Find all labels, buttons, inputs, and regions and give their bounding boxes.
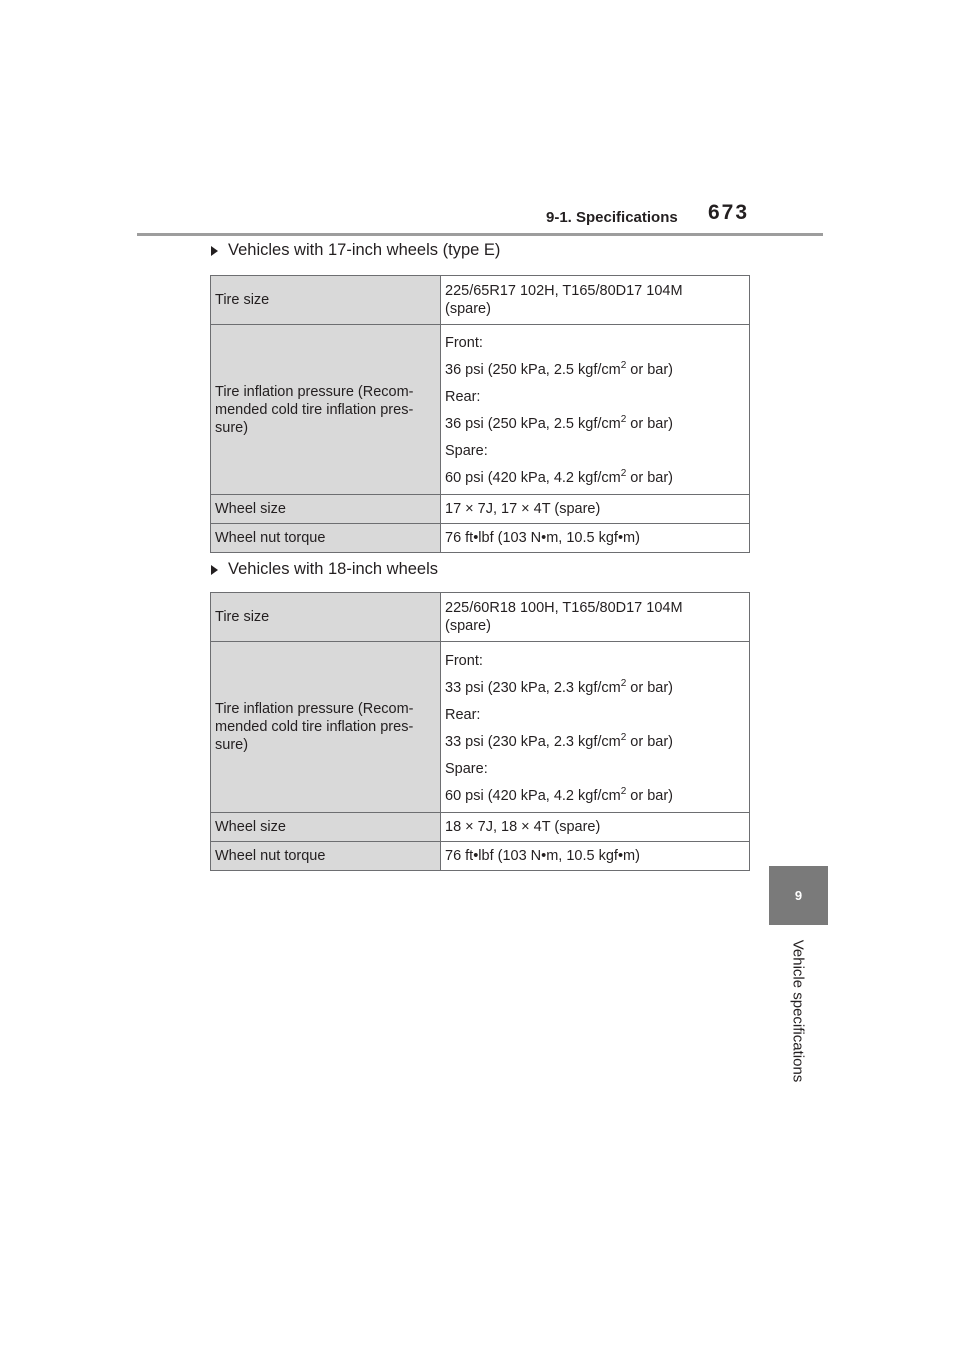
table-row	[211, 325, 750, 495]
table-row	[211, 593, 750, 642]
spare-value: 60 psi (420 kPa, 4.2 kgf/$cm^2$ or bar)	[445, 468, 674, 486]
spec-table-18-inch	[210, 592, 750, 871]
rear-value: 36 psi (250 kPa, 2.5 kgf/$cm^2$ or bar)	[445, 414, 674, 432]
triangle-bullet-icon	[211, 246, 218, 256]
wheel-size-label: Wheel size	[211, 495, 441, 524]
table-row	[211, 495, 750, 524]
chapter-number: 9	[794, 888, 803, 903]
spare-label: Spare:	[445, 443, 488, 459]
pressure-label	[211, 325, 441, 495]
pressure-label-line: Tire inflation pressure (Recom-	[215, 383, 414, 400]
section-heading-18-inch	[211, 560, 438, 579]
pressure-value	[441, 325, 750, 495]
table-row	[211, 642, 750, 813]
pressure-label-line: sure)	[215, 737, 249, 753]
table-row	[211, 842, 750, 871]
wheel-size-value: 18 × 7J, 18 × 4T (spare)	[441, 813, 750, 842]
spec-table-17-inch	[210, 275, 750, 553]
pressure-label-line: mended cold tire inflation pres-	[215, 401, 414, 418]
section-title: 9-1. Specifications	[546, 209, 678, 226]
nut-torque-label: Wheel nut torque	[211, 524, 441, 553]
nut-torque-value: 76 ft•lbf (103 N•m, 10.5 kgf•m)	[441, 524, 750, 553]
pressure-value	[441, 642, 750, 813]
wheel-size-value: 17 × 7J, 17 × 4T (spare)	[441, 495, 750, 524]
triangle-bullet-icon	[211, 565, 218, 575]
tire-size-value-line: 225/60R18 100H, T165/80D17 104M	[445, 600, 683, 616]
tire-size-value-line: 225/65R17 102H, T165/80D17 104M	[445, 283, 683, 299]
pressure-label-line: mended cold tire inflation pres-	[215, 719, 414, 735]
tire-size-value	[441, 593, 750, 642]
nut-torque-label: Wheel nut torque	[211, 842, 441, 871]
table-row	[211, 276, 750, 325]
tire-size-value-line: (spare)	[445, 618, 491, 634]
spare-value: 60 psi (420 kPa, 4.2 kgf/$cm^2$ or bar)	[445, 785, 674, 804]
tire-size-label: Tire size	[211, 276, 441, 325]
table-row	[211, 813, 750, 842]
tire-size-value-line: (spare)	[445, 301, 491, 317]
rear-value: 33 psi (230 kPa, 2.3 kgf/$cm^2$ or bar)	[445, 731, 674, 750]
chapter-tab	[769, 866, 828, 925]
wheel-size-label: Wheel size	[211, 813, 441, 842]
section-heading-text: Vehicles with 18-inch wheels	[228, 560, 439, 578]
section-heading-text: Vehicles with 17-inch wheels (type E)	[228, 241, 501, 259]
table-row	[211, 524, 750, 553]
pressure-label-line: Tire inflation pressure (Recom-	[215, 701, 414, 717]
nut-torque-value: 76 ft•lbf (103 N•m, 10.5 kgf•m)	[441, 842, 750, 871]
pressure-label	[211, 642, 441, 813]
pressure-label-line: sure)	[215, 419, 249, 436]
chapter-title: Vehicle specifications	[789, 939, 807, 1083]
section-heading-17-inch	[211, 241, 500, 260]
rear-label: Rear:	[445, 389, 481, 405]
rear-label: Rear:	[445, 706, 481, 723]
tire-size-value	[441, 276, 750, 325]
front-value: 33 psi (230 kPa, 2.3 kgf/$cm^2$ or bar)	[445, 677, 674, 696]
front-value: 36 psi (250 kPa, 2.5 kgf/$cm^2$ or bar)	[445, 360, 674, 378]
spare-label: Spare:	[445, 760, 488, 777]
page-number: 673	[708, 201, 750, 224]
front-label: Front:	[445, 335, 483, 351]
front-label: Front:	[445, 652, 483, 669]
header-divider	[137, 233, 823, 236]
tire-size-label: Tire size	[211, 593, 441, 642]
